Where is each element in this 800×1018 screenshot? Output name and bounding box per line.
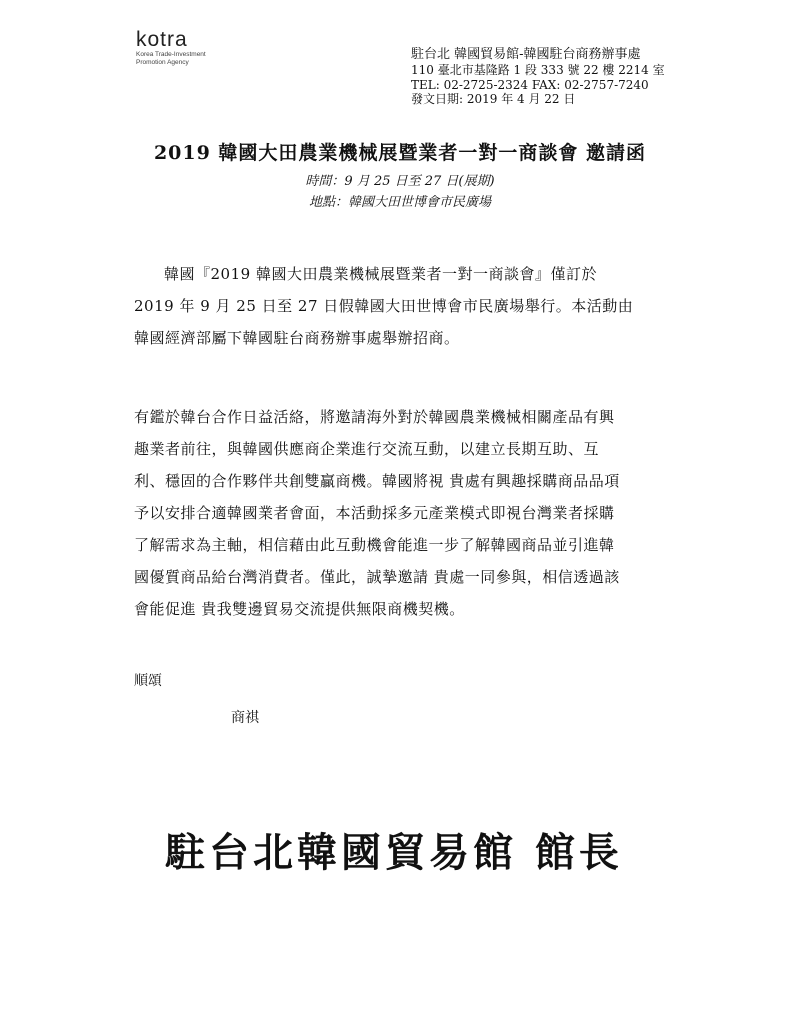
paragraph-line: 利、穩固的合作夥伴共創雙贏商機。韓國將視 貴處有興趣採購商品品項 bbox=[134, 472, 620, 490]
event-time: 時間：9 月 25 日至 27 日(展期) bbox=[305, 174, 495, 189]
letterhead-info bbox=[411, 46, 665, 107]
logo-wordmark: kotra bbox=[136, 28, 188, 51]
paragraph-line: 國優質商品給台灣消費者。僅此，誠摯邀請 貴處一同參與，相信透過該 bbox=[134, 568, 620, 586]
paragraph-line: 趣業者前往，與韓國供應商企業進行交流互動，以建立長期互助、互 bbox=[134, 440, 600, 458]
logo-subtitle-1: Korea Trade-Investment bbox=[136, 51, 206, 58]
paragraph-line: 2019 年 9 月 25 日至 27 日假韓國大田世博會市民廣場舉行。本活動由 bbox=[134, 297, 634, 315]
paragraph-line: 有鑑於韓台合作日益活絡，將邀請海外對於韓國農業機械相關產品有興 bbox=[134, 408, 615, 426]
letter-title: 2019 韓國大田農業機械展暨業者一對一商談會 邀請函 bbox=[153, 142, 647, 164]
signature-line: 駐台北韓國貿易館 館長 bbox=[165, 829, 623, 876]
paragraph-line: 韓國『2019 韓國大田農業機械展暨業者一對一商談會』僅訂於 bbox=[164, 265, 597, 283]
event-location: 地點：韓國大田世博會市民廣場 bbox=[308, 195, 491, 210]
paragraph-intro bbox=[134, 258, 674, 354]
kotra-logo bbox=[136, 29, 256, 67]
closing-phrase: 順頌 bbox=[134, 673, 162, 689]
paragraph-line: 會能促進 貴我雙邊貿易交流提供無限商機契機。 bbox=[134, 600, 465, 618]
paragraph-line: 了解需求為主軸，相信藉由此互動機會能進一步了解韓國商品並引進韓 bbox=[134, 536, 615, 554]
letterhead-org: 駐台北 韓國貿易館-韓國駐台商務辦事處 bbox=[411, 47, 641, 62]
logo-subtitle-2: Promotion Agency bbox=[136, 59, 189, 66]
paragraph-line: 韓國經濟部屬下韓國駐台商務辦事處舉辦招商。 bbox=[134, 329, 460, 347]
letterhead-contact: TEL: 02-2725-2324 FAX: 02-2757-7240 bbox=[411, 77, 649, 92]
letterhead-address: 110 臺北市基隆路 1 段 333 號 22 樓 2214 室 bbox=[411, 63, 665, 77]
regards-phrase: 商祺 bbox=[231, 710, 259, 726]
letterhead-issue-date: 發文日期: 2019 年 4 月 22 日 bbox=[411, 92, 576, 106]
paragraph-invitation bbox=[134, 401, 674, 625]
paragraph-line: 予以安排合適韓國業者會面，本活動採多元產業模式即視台灣業者採購 bbox=[134, 504, 615, 522]
